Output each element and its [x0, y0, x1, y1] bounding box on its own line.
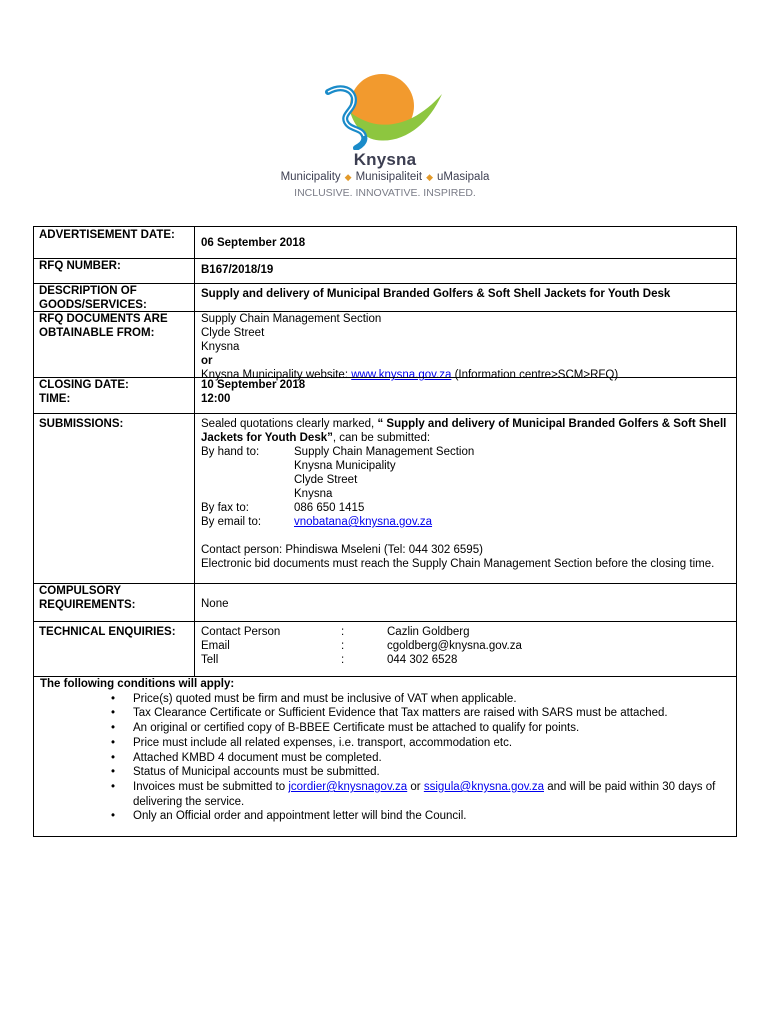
condition-item: • Status of Municipal accounts must be submitted. — [133, 765, 732, 780]
submissions-email — [201, 515, 729, 529]
tech-tell-row — [201, 653, 729, 667]
docs-line-1: Supply Chain Management Section — [201, 313, 382, 325]
hand-line-4: Knysna — [294, 488, 333, 500]
condition-item: • Price(s) quoted must be firm and must be inclusive of VAT when applicable. — [133, 692, 732, 707]
knysna-logo — [0, 70, 770, 150]
value-submissions — [201, 417, 729, 571]
condition-item: • Price must include all related expenses, i.e. transport, accommodation etc. — [133, 736, 732, 751]
tech-value: Cazlin Goldberg — [387, 626, 470, 638]
invoice-or: or — [410, 780, 421, 793]
tech-sep: : — [341, 654, 345, 666]
email-label: By email to: — [201, 516, 262, 528]
docs-website-prefix: Knysna Municipality website: — [201, 369, 349, 381]
tech-value: 044 302 6528 — [387, 654, 458, 666]
brand-sub-3: uMasipala — [436, 171, 490, 183]
submissions-intro-end: , can be submitted: — [332, 432, 431, 444]
value-advertisement-date: 06 September 2018 — [201, 237, 306, 249]
spacer — [201, 529, 729, 543]
divider — [194, 378, 195, 414]
submissions-fax — [201, 501, 729, 515]
submissions-intro — [201, 417, 729, 445]
docs-website-suffix: (Information centre>SCM>RFQ) — [454, 369, 619, 381]
tech-value: cgoldberg@knysna.gov.za — [387, 640, 522, 652]
condition-item: • Attached KMBD 4 document must be completed. — [133, 751, 732, 766]
brand-subtitle — [0, 171, 770, 183]
row-technical — [34, 621, 736, 677]
tech-contact-row — [201, 625, 729, 639]
row-compulsory — [34, 583, 736, 622]
invoice-email-1-link[interactable]: jcordier@knysnagov.za — [288, 780, 408, 793]
dot-icon: ◆ — [426, 172, 433, 182]
label-advertisement-date: ADVERTISEMENT DATE: — [39, 229, 175, 241]
knysna-website-link[interactable]: www.knysna.gov.za — [351, 369, 452, 381]
row-rfq-number — [34, 258, 736, 284]
docs-or: or — [201, 355, 213, 367]
submissions-intro-text: Sealed quotations clearly marked, — [201, 418, 375, 430]
submissions-hand — [201, 445, 729, 459]
submissions-hand-2 — [201, 459, 729, 473]
condition-item: • An original or certified copy of B-BBEE Certificate must be attached to qualify for points. — [133, 721, 732, 736]
row-description — [34, 283, 736, 312]
tech-key: Email — [201, 640, 230, 652]
submissions-contact: Contact person: Phindiswa Mseleni (Tel: 044 302 6595) — [201, 544, 483, 556]
invoice-prefix: Invoices must be submitted to — [133, 780, 286, 793]
label-closing-date: CLOSING DATE: — [39, 379, 129, 391]
submissions-electronic: Electronic bid documents must reach the Supply Chain Management Section before the closing time. — [201, 558, 715, 570]
condition-item-invoices — [133, 780, 732, 809]
knysna-logo-icon — [320, 70, 450, 150]
divider — [194, 227, 195, 258]
submissions-hand-3 — [201, 473, 729, 487]
row-advertisement-date — [34, 227, 736, 258]
label-technical: TECHNICAL ENQUIRIES: — [39, 626, 176, 638]
row-submissions — [34, 413, 736, 584]
conditions-section — [40, 676, 732, 824]
invoice-suffix: and will be paid within 30 days of delivering the service. — [133, 780, 716, 808]
divider — [194, 622, 195, 677]
divider — [194, 259, 195, 284]
brand-sub-1: Municipality — [280, 171, 341, 183]
label-rfq-documents: RFQ DOCUMENTS ARE OBTAINABLE FROM: — [39, 313, 168, 339]
fax-label: By fax to: — [201, 502, 249, 514]
fax-number: 086 650 1415 — [294, 502, 365, 514]
hand-line-2: Knysna Municipality — [294, 460, 396, 472]
tech-email-row — [201, 639, 729, 653]
submissions-marked: “ Supply and delivery of Municipal Branded Golfers & Soft Shell Jackets for Youth Desk” — [201, 418, 727, 444]
dot-icon: ◆ — [344, 172, 352, 182]
docs-line-3: Knysna — [201, 341, 240, 353]
brand-name: Knysna — [353, 150, 417, 169]
docs-line-2: Clyde Street — [201, 327, 265, 339]
divider — [194, 584, 195, 622]
row-rfq-documents — [34, 311, 736, 381]
label-closing-time: TIME: — [39, 393, 71, 405]
tech-sep: : — [341, 626, 345, 638]
brand-tagline: INCLUSIVE. INNOVATIVE. INSPIRED. — [294, 187, 476, 199]
label-description: DESCRIPTION OF GOODS/SERVICES: — [39, 285, 147, 311]
label-closing — [39, 378, 129, 406]
hand-label: By hand to: — [201, 446, 260, 458]
value-closing-date: 10 September 2018 — [201, 379, 306, 391]
divider — [194, 284, 195, 312]
value-compulsory: None — [201, 598, 229, 610]
advert-table — [33, 226, 737, 837]
brand-sub-2: Munisipaliteit — [355, 171, 423, 183]
condition-item: • Tax Clearance Certificate or Sufficient Evidence that Tax matters are raised with SARS must be attached. — [133, 706, 732, 721]
submissions-hand-4 — [201, 487, 729, 501]
divider — [194, 414, 195, 584]
tech-key: Contact Person — [201, 626, 281, 638]
value-description: Supply and delivery of Municipal Branded Golfers & Soft Shell Jackets for Youth Desk — [201, 288, 671, 300]
conditions-heading: The following conditions will apply: — [40, 678, 235, 690]
value-closing-time: 12:00 — [201, 393, 231, 405]
invoice-email-2-link[interactable]: ssigula@knysna.gov.za — [423, 780, 544, 793]
value-rfq-documents — [201, 312, 729, 382]
row-closing — [34, 377, 736, 414]
value-rfq-number: B167/2018/19 — [201, 264, 274, 276]
hand-line-3: Clyde Street — [294, 474, 358, 486]
label-submissions: SUBMISSIONS: — [39, 418, 124, 430]
conditions-list — [40, 692, 732, 824]
hand-line-1: Supply Chain Management Section — [294, 446, 475, 458]
label-rfq-number: RFQ NUMBER: — [39, 260, 121, 272]
tech-sep: : — [341, 640, 345, 652]
submissions-email-link[interactable]: vnobatana@knysna.gov.za — [294, 516, 433, 528]
label-compulsory: COMPULSORY REQUIREMENTS: — [39, 585, 136, 611]
value-technical — [201, 625, 729, 667]
value-closing — [201, 378, 729, 406]
condition-item: • Only an Official order and appointment letter will bind the Council. — [133, 809, 732, 824]
divider — [194, 312, 195, 378]
tech-key: Tell — [201, 654, 219, 666]
